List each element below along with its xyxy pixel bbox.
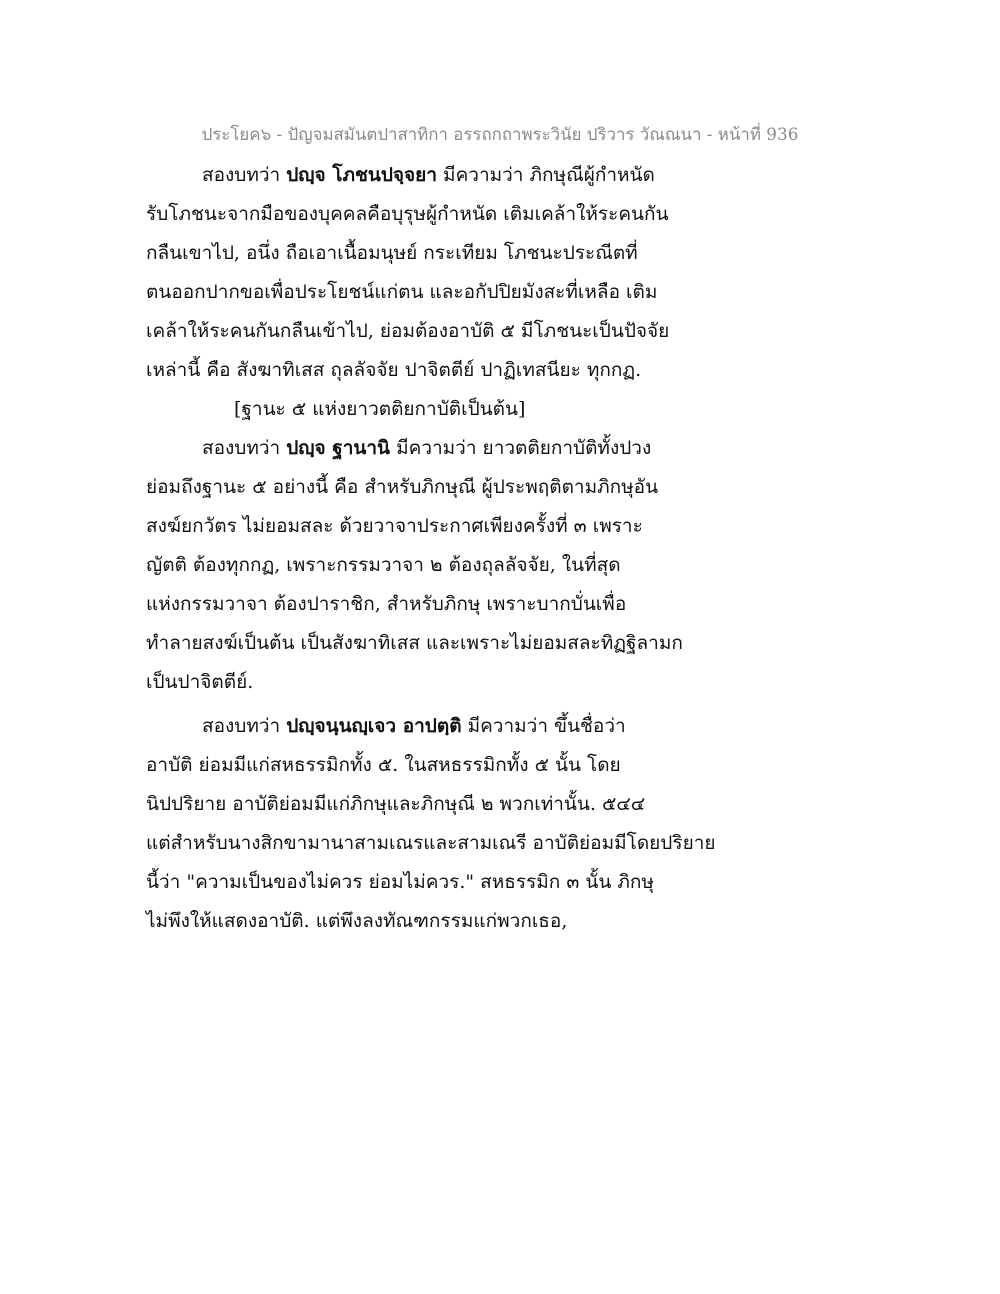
page-header: ประโยค๖ - ปัญจมสมันตปาสาทิกา อรรถกถาพระวินัย ปริวาร วัณณนา - หน้าที่ 936: [201, 124, 799, 144]
paragraph-3-line-2: อาบัติ ย่อมมีแก่สหธรรมิกทั้ง ๕. ในสหธรรมิกทั้ง ๕ นั้น โดย: [146, 754, 621, 776]
paragraph-2-line-7: เป็นปาจิตตีย์.: [146, 671, 254, 693]
p2-term: ปญฺจ ฐานานิ: [286, 437, 391, 459]
paragraph-1-line-4: ตนออกปากขอเพื่อประโยชน์แก่ตน และอกัปปิยมังสะที่เหลือ เติม: [146, 281, 658, 303]
paragraph-1-line-2: รับโภชนะจากมือของบุคคลคือบุรุษผู้กำหนัด เติมเคล้าให้ระคนกัน: [146, 203, 669, 225]
p3-meaning: มีความว่า ขึ้นชื่อว่า: [461, 715, 626, 737]
paragraph-3-line-4: แต่สำหรับนางสิกขามานาสามเณรและสามเณรี อาบัติย่อมมีโดยปริยาย: [146, 832, 716, 854]
paragraph-3-line-6: ไม่พึงให้แสดงอาบัติ. แต่พึงลงทัณฑกรรมแก่พวกเธอ,: [146, 910, 568, 932]
paragraph-2-line-1: [202, 433, 651, 463]
paragraph-2-line-6: ทำลายสงฆ์เป็นต้น เป็นสังฆาทิเสส และเพราะไม่ยอมสละทิฏฐิลามก: [146, 632, 683, 654]
paragraph-2-line-4: ญัตติ ต้องทุกกฏ, เพราะกรรมวาจา ๒ ต้องถุลลัจจัย, ในที่สุด: [146, 554, 621, 576]
p1-term: ปญฺจ โภชนปจฺจยา: [286, 164, 437, 186]
paragraph-3-line-1: [202, 711, 626, 741]
paragraph-3-line-5: นี้ว่า "ความเป็นของไม่ควร ย่อมไม่ควร." สหธรรมิก ๓ นั้น ภิกษุ: [146, 871, 654, 893]
p3-term: ปญฺจนฺนญฺเจว อาปตฺติ: [286, 715, 462, 737]
p1-intro: สองบทว่า: [202, 164, 287, 186]
p1-meaning: มีความว่า ภิกษุณีผู้กำหนัด: [437, 164, 655, 186]
paragraph-2-line-2: ย่อมถึงฐานะ ๕ อย่างนี้ คือ สำหรับภิกษุณี ผู้ประพฤติตามภิกษุอัน: [146, 476, 659, 498]
paragraph-1-line-3: กลืนเขาไป, อนึ่ง ถือเอาเนื้อมนุษย์ กระเทียม โภชนะประณีตที่: [146, 242, 638, 264]
p2-intro: สองบทว่า: [202, 437, 287, 459]
paragraph-1-line-6: เหล่านี้ คือ สังฆาทิเสส ถุลลัจจัย ปาจิตตีย์ ปาฏิเทสนียะ ทุกกฏ.: [146, 359, 642, 381]
p3-intro: สองบทว่า: [202, 715, 287, 737]
paragraph-2-line-3: สงฆ์ยกวัตร ไม่ยอมสละ ด้วยวาจาประกาศเพียงครั้งที่ ๓ เพราะ: [146, 515, 643, 537]
section-subheading: [ฐานะ ๕ แห่งยาวตติยกาบัติเป็นต้น]: [234, 398, 526, 420]
paragraph-1-line-5: เคล้าให้ระคนกันกลืนเข้าไป, ย่อมต้องอาบัติ ๕ มีโภชนะเป็นปัจจัย: [146, 320, 670, 342]
paragraph-2-line-5: แห่งกรรมวาจา ต้องปาราชิก, สำหรับภิกษุ เพราะบากบั่นเพื่อ: [146, 593, 627, 615]
paragraph-1-line-1: [202, 160, 655, 190]
paragraph-3-line-3: นิปปริยาย อาบัติย่อมมีแก่ภิกษุและภิกษุณี ๒ พวกเท่านั้น. ๕๔๔: [146, 793, 646, 815]
p2-meaning: มีความว่า ยาวตติยกาบัติทั้งปวง: [390, 437, 652, 459]
